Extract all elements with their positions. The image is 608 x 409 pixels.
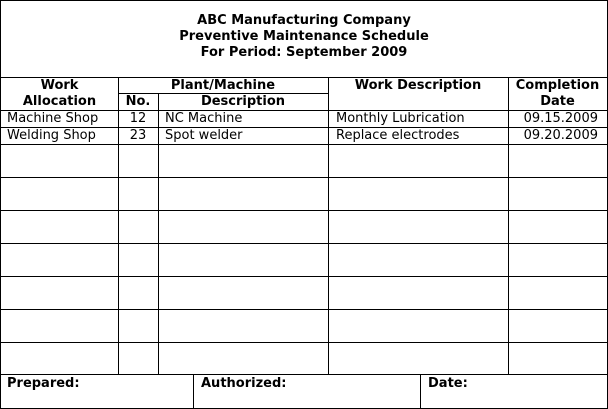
prepared-label: Prepared: — [7, 376, 80, 391]
row-divider — [1, 210, 607, 211]
row-divider — [1, 309, 607, 310]
header-plant-machine: Plant/Machine — [170, 78, 276, 93]
header-description: Description — [200, 94, 286, 109]
column-divider — [158, 93, 159, 374]
footer-divider — [420, 374, 421, 408]
row2-machine: Spot welder — [165, 128, 243, 143]
schedule-period: For Period: September 2009 — [200, 45, 408, 60]
row-divider — [1, 276, 607, 277]
header-work-allocation-line2: Allocation — [22, 94, 97, 109]
header-work-allocation-line1: Work — [40, 78, 79, 93]
header-completion-line2: Date — [540, 94, 575, 109]
form-title-block — [1, 13, 607, 61]
row-divider — [1, 342, 607, 343]
header-no: No. — [125, 94, 151, 109]
row1-machine: NC Machine — [165, 111, 243, 126]
row1-no: 12 — [129, 111, 147, 126]
authorized-label: Authorized: — [201, 376, 287, 391]
header-completion-date — [508, 78, 607, 110]
company-name: ABC Manufacturing Company — [197, 13, 411, 28]
footer-divider — [193, 374, 194, 408]
date-label: Date: — [428, 376, 468, 391]
schedule-title: Preventive Maintenance Schedule — [179, 29, 429, 44]
row1-date: 09.15.2009 — [523, 111, 598, 126]
row-divider — [1, 144, 607, 145]
row-divider — [1, 177, 607, 178]
row2-work: Replace electrodes — [336, 128, 460, 143]
column-divider — [328, 77, 329, 374]
header-work-allocation — [1, 78, 118, 110]
row2-allocation: Welding Shop — [7, 128, 96, 143]
row2-date: 09.20.2009 — [523, 128, 598, 143]
table-bottom-line — [1, 374, 607, 375]
header-completion-line1: Completion — [515, 78, 600, 93]
row1-work: Monthly Lubrication — [336, 111, 465, 126]
row1-allocation: Machine Shop — [7, 111, 99, 126]
row2-no: 23 — [129, 128, 147, 143]
header-work-description: Work Description — [354, 78, 482, 93]
row-divider — [1, 243, 607, 244]
